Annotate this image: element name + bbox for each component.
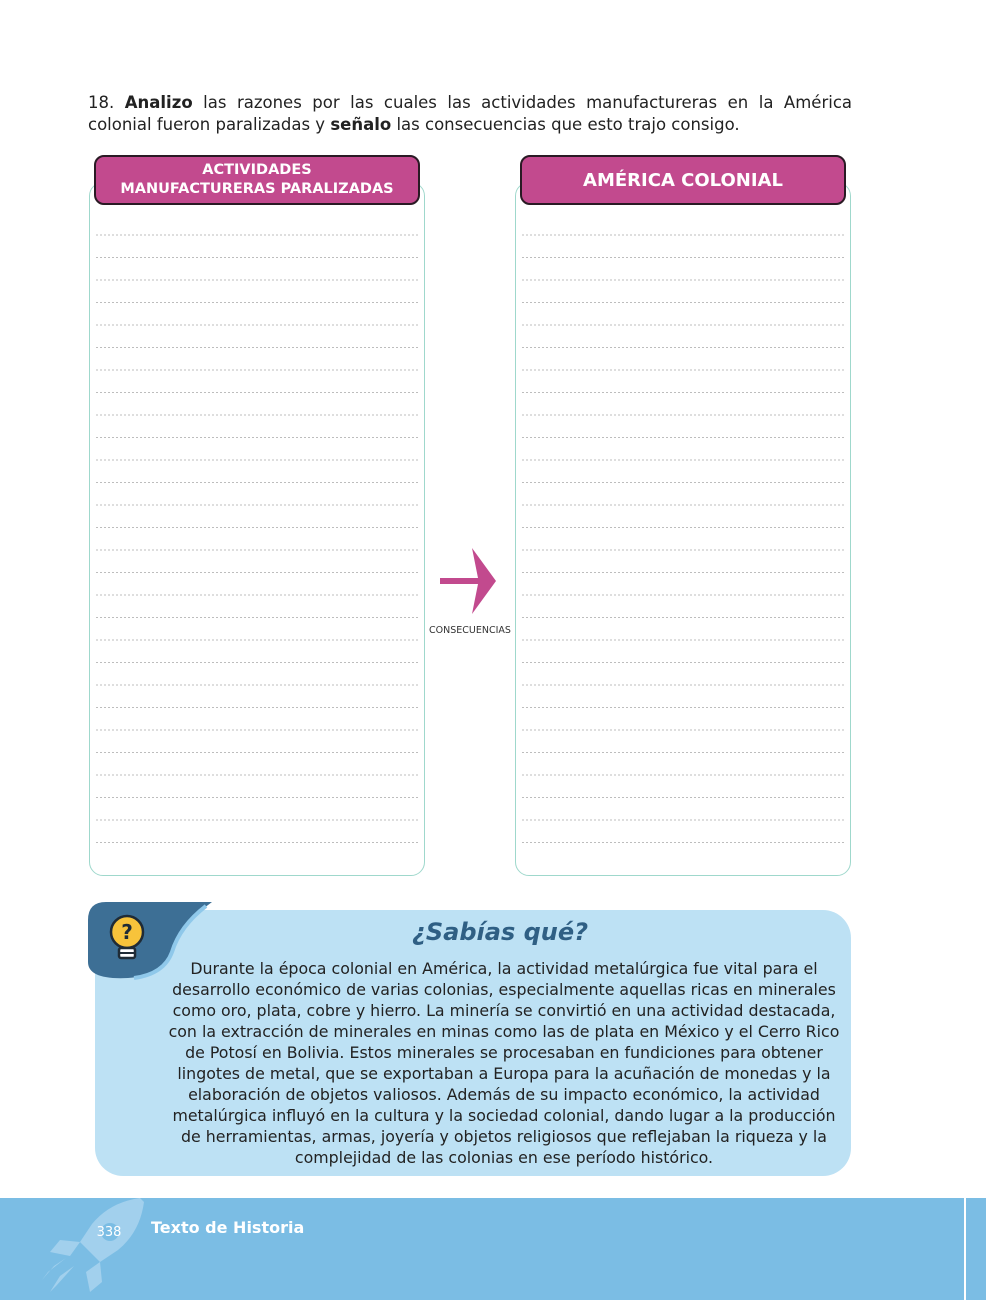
left-header-line1: ACTIVIDADES (202, 162, 312, 178)
svg-text:?: ? (121, 920, 133, 944)
right-column-header (520, 155, 846, 205)
verb-analizo: Analizo (124, 93, 193, 112)
activity-instruction (88, 92, 852, 136)
activity-number: 18. (88, 93, 115, 112)
left-writing-area[interactable] (89, 182, 425, 876)
book-title: Texto de Historia (151, 1218, 305, 1237)
left-header-line2: MANUFACTURERAS PARALIZADAS (120, 181, 394, 197)
footer-edge-strip (966, 1198, 986, 1300)
instruction-text-1: las razones por las cuales las actividades manufactureras en la América colonial fueron paralizadas y (88, 93, 852, 134)
right-header-label: AMÉRICA COLONIAL (583, 169, 783, 191)
verb-senalo: señalo (330, 115, 392, 134)
right-writing-area[interactable] (515, 182, 851, 876)
writing-lines (522, 213, 844, 861)
did-you-know-title: ¿Sabías qué? (411, 918, 589, 946)
page-number: 338 (96, 1225, 122, 1240)
instruction-text-2: las consecuencias que esto trajo consigo. (391, 115, 740, 134)
arrow-right-icon (438, 544, 500, 618)
left-column-header (94, 155, 420, 205)
consequences-label: CONSECUENCIAS (429, 625, 511, 636)
writing-lines (96, 213, 418, 861)
rocket-icon (40, 1196, 160, 1300)
did-you-know-text: Durante la época colonial en América, la actividad metalúrgica fue vital para el desarrollo económico de varias colonias, especialmente aquellas ricas en minerales como oro, plata, cobre y hierro. La minería se convirtió en una actividad destacada, con la extracción de minerales en minas como las de plata en México y el Cerro Rico de Potosí en Bolivia. Estos minerales se procesaban en fundiciones para obtener lingotes de metal, que se exportaban a Europa para la acuñación de monedas y la elaboración de objetos valiosos. Además de su impacto económico, la actividad metalúrgica influyó en la cultura y la sociedad colonial, dando lugar a la producción de herramientas, armas, joyería y objetos religiosos que reflejaban la riqueza y la complejidad de las colonias en ese período histórico. (168, 959, 840, 1167)
